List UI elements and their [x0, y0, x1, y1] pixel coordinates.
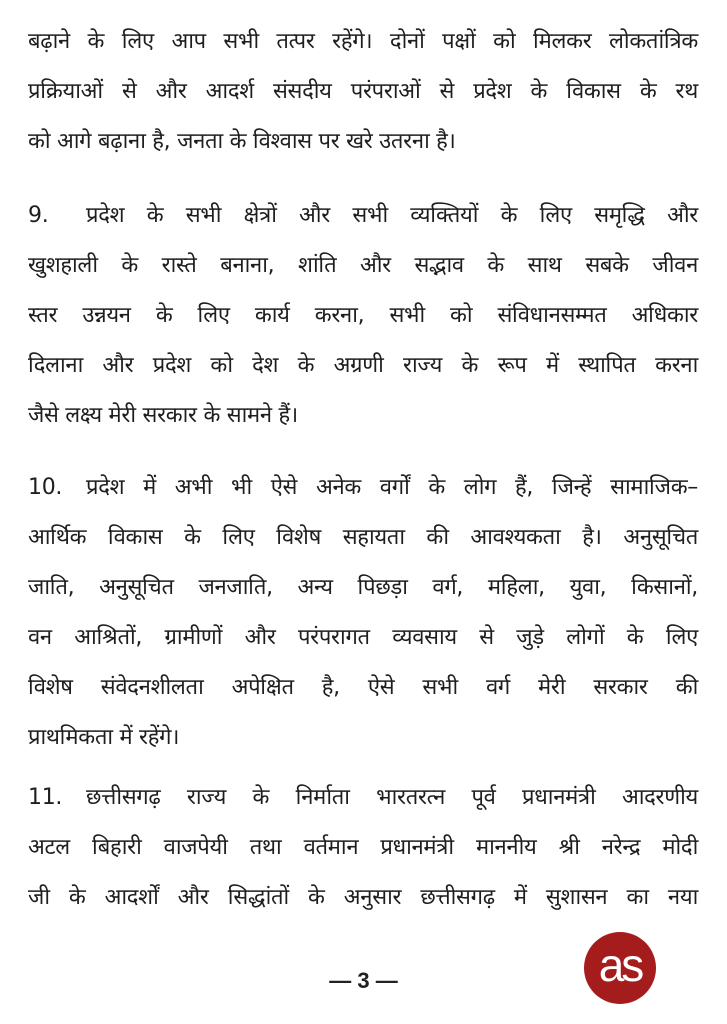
- text-line: खुशहाली के रास्ते बनाना, शांति और सद्भाव के साथ सबके जीवन: [28, 253, 698, 278]
- page-number: — 3 —: [329, 968, 398, 993]
- paragraph-number: 11.: [28, 785, 63, 810]
- text-line: विशेष संवेदनशीलता अपेक्षित है, ऐसे सभी वर्ग मेरी सरकार की: [28, 675, 698, 700]
- text-line: आर्थिक विकास के लिए विशेष सहायता की आवश्यकता है। अनुसूचित: [28, 525, 698, 550]
- text-line: वन आश्रितों, ग्रामीणों और परंपरागत व्यवसाय से जुड़े लोगों के लिए: [28, 625, 698, 650]
- paragraph-11-line-1: 11. छत्तीसगढ़ राज्य के निर्माता भारतरत्न पूर्व प्रधानमंत्री आदरणीय: [28, 776, 698, 820]
- text-line: प्रक्रियाओं से और आदर्श संसदीय परंपराओं से प्रदेश के विकास के रथ: [28, 79, 698, 104]
- text-line: अटल बिहारी वाजपेयी तथा वर्तमान प्रधानमंत्री माननीय श्री नरेन्द्र मोदी: [28, 835, 698, 860]
- text-line: को आगे बढ़ाना है, जनता के विश्वास पर खरे उतरना है।: [28, 129, 456, 154]
- text-line: स्तर उन्नयन के लिए कार्य करना, सभी को संविधानसम्मत अधिकार: [28, 303, 698, 328]
- text-line: जाति, अनुसूचित जनजाति, अन्य पिछड़ा वर्ग, महिला, युवा, किसानों,: [28, 575, 698, 600]
- text-line: बढ़ाने के लिए आप सभी तत्पर रहेंगे। दोनों पक्षों को मिलकर लोकतांत्रिक: [28, 29, 698, 54]
- text-line: दिलाना और प्रदेश को देश के अग्रणी राज्य के रूप में स्थापित करना: [28, 353, 698, 378]
- text-line: जैसे लक्ष्य मेरी सरकार के सामने हैं।: [28, 403, 298, 428]
- paragraph-9-line-1: 9. प्रदेश के सभी क्षेत्रों और सभी व्यक्तियों के लिए समृद्धि और: [28, 194, 698, 238]
- text-line: जी के आदर्शों और सिद्धांतों के अनुसार छत्तीसगढ़ में सुशासन का नया: [28, 885, 698, 910]
- text-line: प्राथमिकता में रहेंगे।: [28, 725, 180, 750]
- paragraph-number: 9.: [28, 203, 49, 228]
- paragraph-10-line-1: 10. प्रदेश में अभी भी ऐसे अनेक वर्गों के लोग हैं, जिन्हें सामाजिक–: [28, 466, 698, 510]
- paragraph-number: 10.: [28, 475, 63, 500]
- watermark-logo-icon: as: [584, 932, 656, 1004]
